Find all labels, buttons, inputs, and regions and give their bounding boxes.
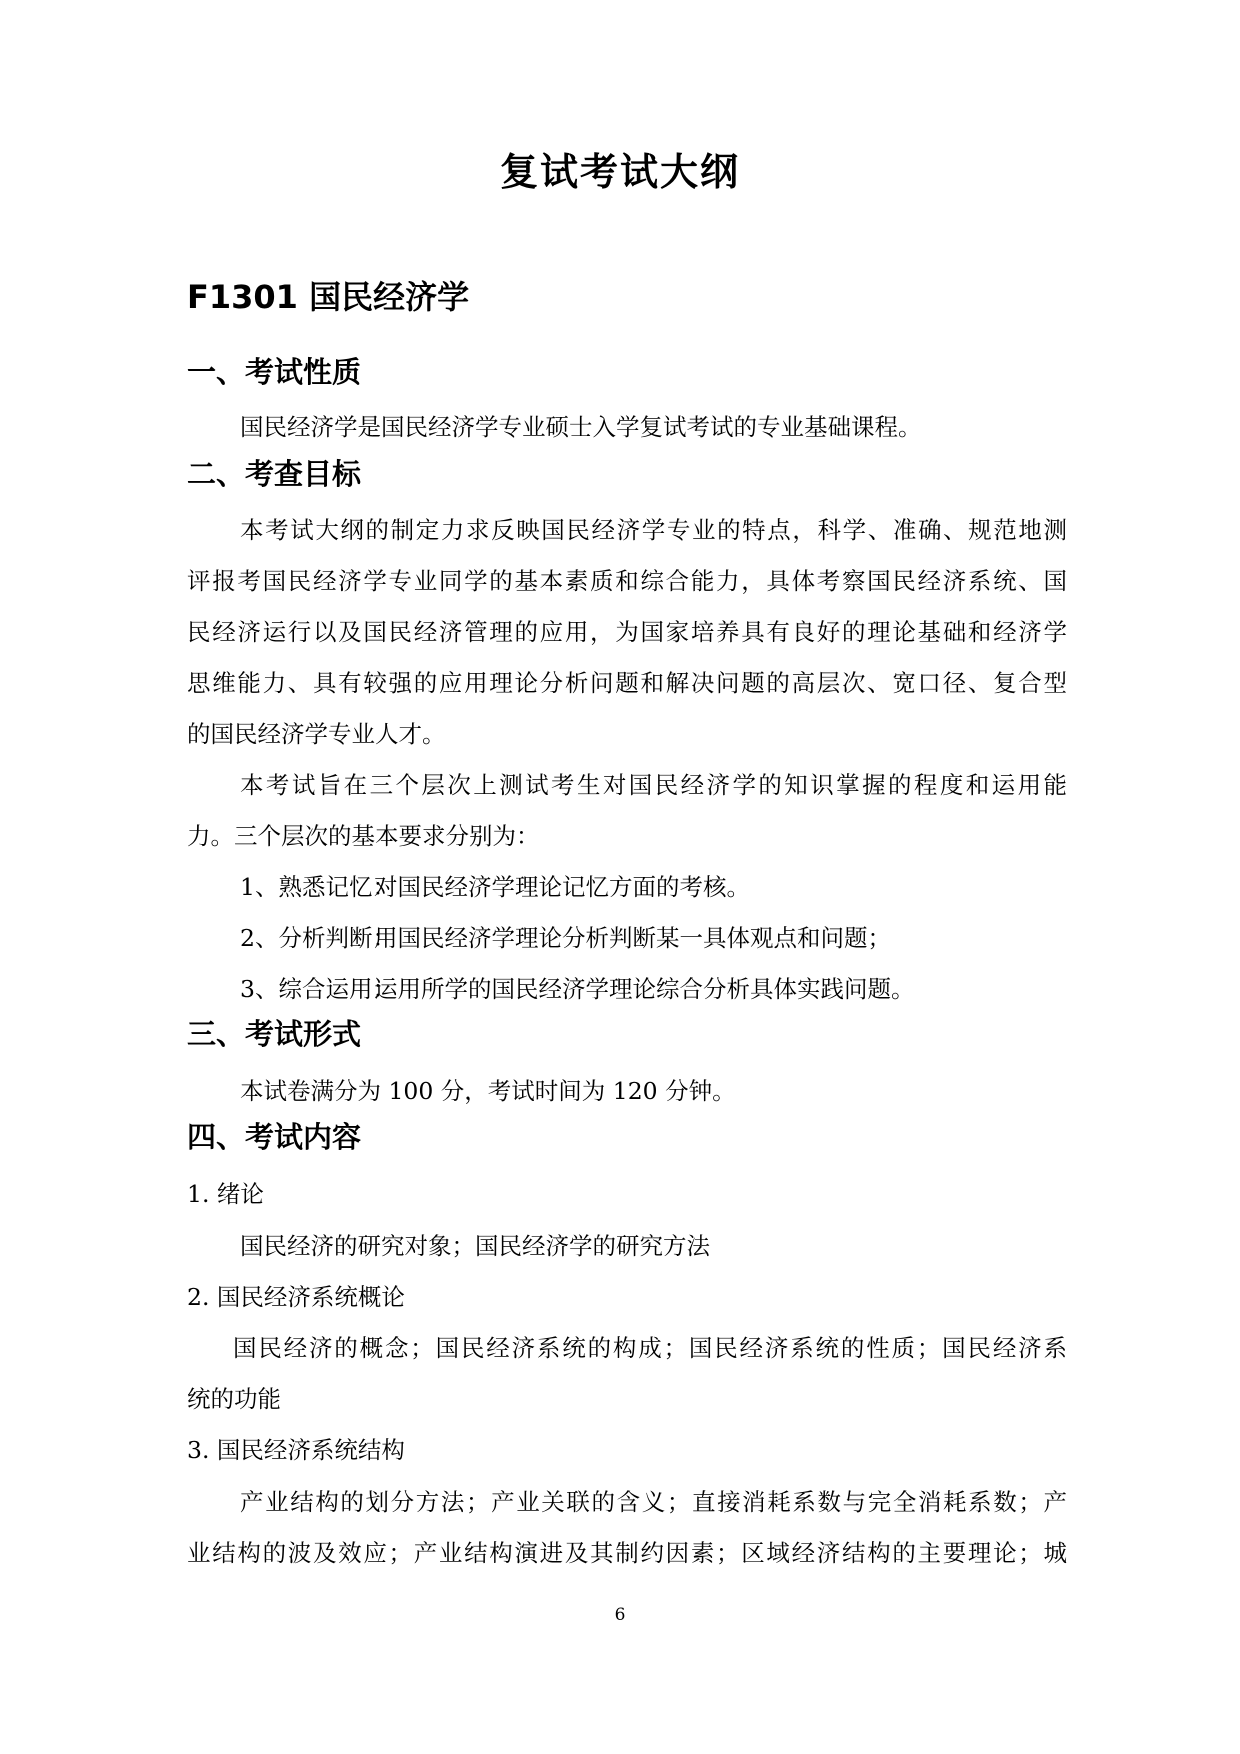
section-heading-objectives: 二、考查目标 bbox=[187, 457, 362, 491]
paragraph-levels-intro-line: 本考试旨在三个层次上测试考生对国民经济学的知识掌握的程度和运用能 bbox=[240, 771, 1067, 799]
level-label: 1、熟悉记忆： bbox=[240, 873, 396, 901]
level-item bbox=[240, 975, 915, 1003]
document-title: 复试考试大纲 bbox=[499, 150, 740, 194]
paragraph-objectives-line: 的国民经济学专业人才。 bbox=[187, 720, 446, 748]
content-item-title: 3. 国民经济系统结构 bbox=[187, 1436, 405, 1464]
level-text: 用国民经济学理论分析判断某一具体观点和问题； bbox=[374, 924, 891, 952]
content-item-line: 业结构的波及效应；产业结构演进及其制约因素；区域经济结构的主要理论；城 bbox=[187, 1539, 1067, 1567]
section-heading-format: 三、考试形式 bbox=[187, 1017, 362, 1051]
paragraph-nature: 国民经济学是国民经济学专业硕士入学复试考试的专业基础课程。 bbox=[240, 413, 922, 441]
section-heading-nature: 一、考试性质 bbox=[187, 355, 362, 389]
course-title: F1301 国民经济学 bbox=[187, 278, 470, 316]
paragraph-objectives-line: 思维能力、具有较强的应用理论分析问题和解决问题的高层次、宽口径、复合型 bbox=[187, 669, 1067, 697]
content-item-line: 产业结构的划分方法；产业关联的含义；直接消耗系数与完全消耗系数；产 bbox=[240, 1488, 1067, 1516]
level-label: 2、分析判断： bbox=[240, 924, 396, 952]
level-text: 运用所学的国民经济学理论综合分析具体实践问题。 bbox=[374, 975, 915, 1003]
paragraph-objectives-line: 民经济运行以及国民经济管理的应用，为国家培养具有良好的理论基础和经济学 bbox=[187, 618, 1067, 646]
paragraph-levels-intro-line: 力。三个层次的基本要求分别为： bbox=[187, 822, 540, 850]
level-text: 对国民经济学理论记忆方面的考核。 bbox=[374, 873, 750, 901]
level-item bbox=[240, 924, 891, 952]
content-item-line: 国民经济的概念；国民经济系统的构成；国民经济系统的性质；国民经济系 bbox=[233, 1334, 1067, 1362]
content-item-title: 2. 国民经济系统概论 bbox=[187, 1283, 405, 1311]
paragraph-format: 本试卷满分为 100 分，考试时间为 120 分钟。 bbox=[240, 1077, 736, 1105]
content-item-title: 1. 绪论 bbox=[187, 1180, 264, 1208]
level-item bbox=[240, 873, 750, 901]
content-item-line: 国民经济的研究对象；国民经济学的研究方法 bbox=[240, 1232, 710, 1260]
paragraph-objectives-line: 本考试大纲的制定力求反映国民经济学专业的特点，科学、准确、规范地测 bbox=[240, 516, 1067, 544]
section-heading-content: 四、考试内容 bbox=[187, 1120, 362, 1154]
page-number: 6 bbox=[614, 1605, 626, 1625]
content-item-line: 统的功能 bbox=[187, 1385, 281, 1413]
level-label: 3、综合运用： bbox=[240, 975, 396, 1003]
paragraph-objectives-line: 评报考国民经济学专业同学的基本素质和综合能力，具体考察国民经济系统、国 bbox=[187, 567, 1067, 595]
